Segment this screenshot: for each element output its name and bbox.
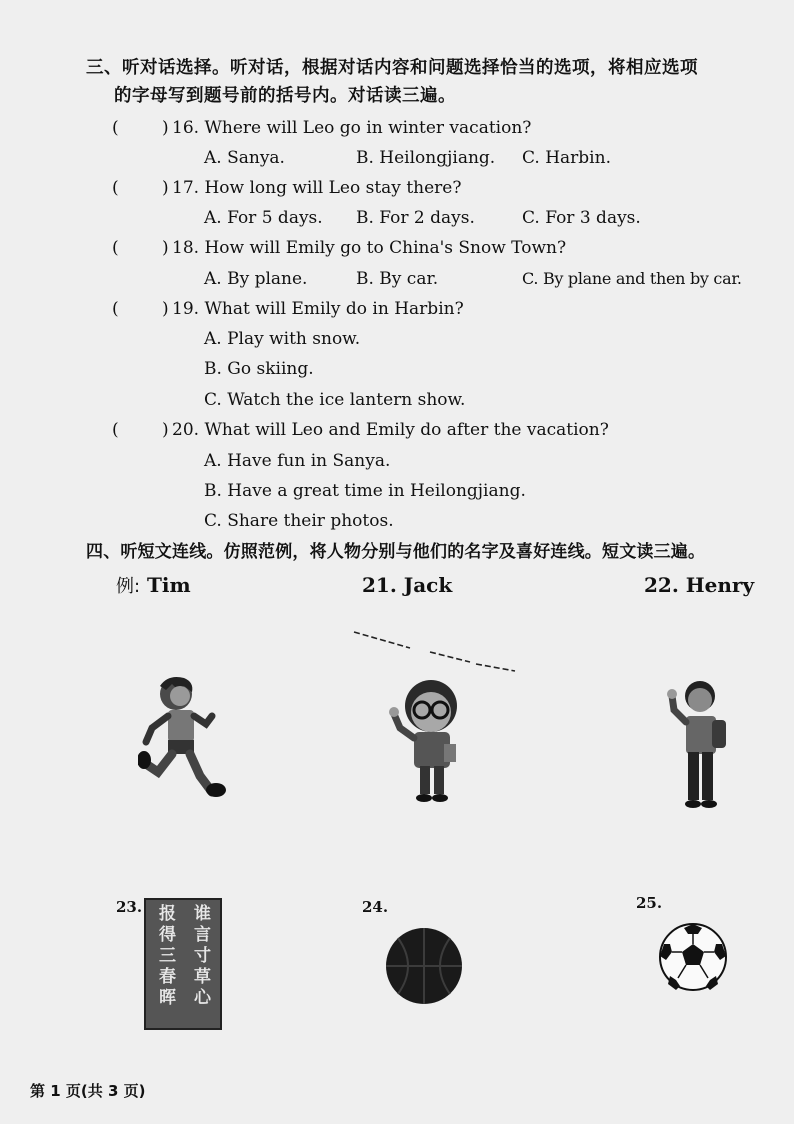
option-a: A. Play with snow. [204, 329, 361, 349]
option-c: C. For 3 days. [522, 208, 641, 228]
option-b: B. By car. [356, 269, 439, 289]
answer-paren-open[interactable]: ( [112, 118, 119, 138]
option-b: B. Have a great time in Heilongjiang. [204, 481, 526, 501]
answer-paren-open[interactable]: ( [112, 420, 119, 440]
option-c: C. By plane and then by car. [522, 269, 742, 288]
page-footer: 第 1 页(共 3 页) [30, 1082, 146, 1100]
answer-paren-close: ) [162, 178, 169, 198]
question-text: 18. How will Emily go to China's Snow Town? [172, 238, 567, 258]
example-connect-line [350, 628, 520, 673]
option-a: A. Have fun in Sanya. [204, 451, 391, 471]
example-prefix: 例: [116, 576, 141, 597]
option-a: A. Sanya. [204, 148, 285, 168]
section3-line1: 三、听对话选择。听对话，根据对话内容和问题选择恰当的选项，将相应选项 [86, 58, 698, 78]
option-b: B. Go skiing. [204, 359, 314, 379]
question-16 [112, 114, 531, 142]
question-18 [112, 234, 566, 262]
number-23: 23. [116, 898, 143, 916]
calligraphy-column: 谁言寸草心 [190, 904, 210, 1009]
answer-paren-close: ) [162, 420, 169, 440]
example-name [116, 572, 191, 600]
question-17 [112, 174, 461, 202]
question-20 [112, 416, 609, 444]
boy-with-glasses-icon [386, 674, 476, 804]
option-a: A. For 5 days. [204, 208, 323, 228]
question-text: 20. What will Leo and Emily do after the vacation? [172, 420, 609, 440]
option-c: C. Watch the ice lantern show. [204, 390, 466, 410]
section3-title [86, 54, 766, 110]
number-24: 24. [362, 898, 389, 916]
option-b: B. Heilongjiang. [356, 148, 496, 168]
answer-paren-close: ) [162, 238, 169, 258]
question-19 [112, 295, 464, 323]
answer-paren-open[interactable]: ( [112, 238, 119, 258]
soccer-ball-icon [658, 922, 728, 992]
basketball-icon [384, 926, 464, 1006]
question-text: 16. Where will Leo go in winter vacation? [172, 118, 532, 138]
section4-title: 四、听短文连线。仿照范例，将人物分别与他们的名字及喜好连线。短文读三遍。 [86, 542, 706, 562]
option-c: C. Harbin. [522, 148, 611, 168]
section3-line2: 的字母写到题号前的括号内。对话读三遍。 [114, 86, 456, 106]
example-name-text: Tim [147, 573, 191, 597]
calligraphy-column: 报得三春晖 [155, 904, 175, 1009]
question-text: 17. How long will Leo stay there? [172, 178, 462, 198]
answer-paren-open[interactable]: ( [112, 178, 119, 198]
option-c: C. Share their photos. [204, 511, 394, 531]
waving-boy-icon [664, 676, 734, 810]
name-21: 21. Jack [362, 573, 453, 597]
question-text: 19. What will Emily do in Harbin? [172, 299, 464, 319]
calligraphy-scroll-icon [144, 898, 222, 1030]
answer-paren-close: ) [162, 299, 169, 319]
answer-paren-close: ) [162, 118, 169, 138]
option-a: A. By plane. [204, 269, 308, 289]
number-25: 25. [636, 894, 663, 912]
name-22: 22. Henry [644, 573, 755, 597]
running-boy-icon [138, 672, 234, 800]
answer-paren-open[interactable]: ( [112, 299, 119, 319]
option-b: B. For 2 days. [356, 208, 475, 228]
